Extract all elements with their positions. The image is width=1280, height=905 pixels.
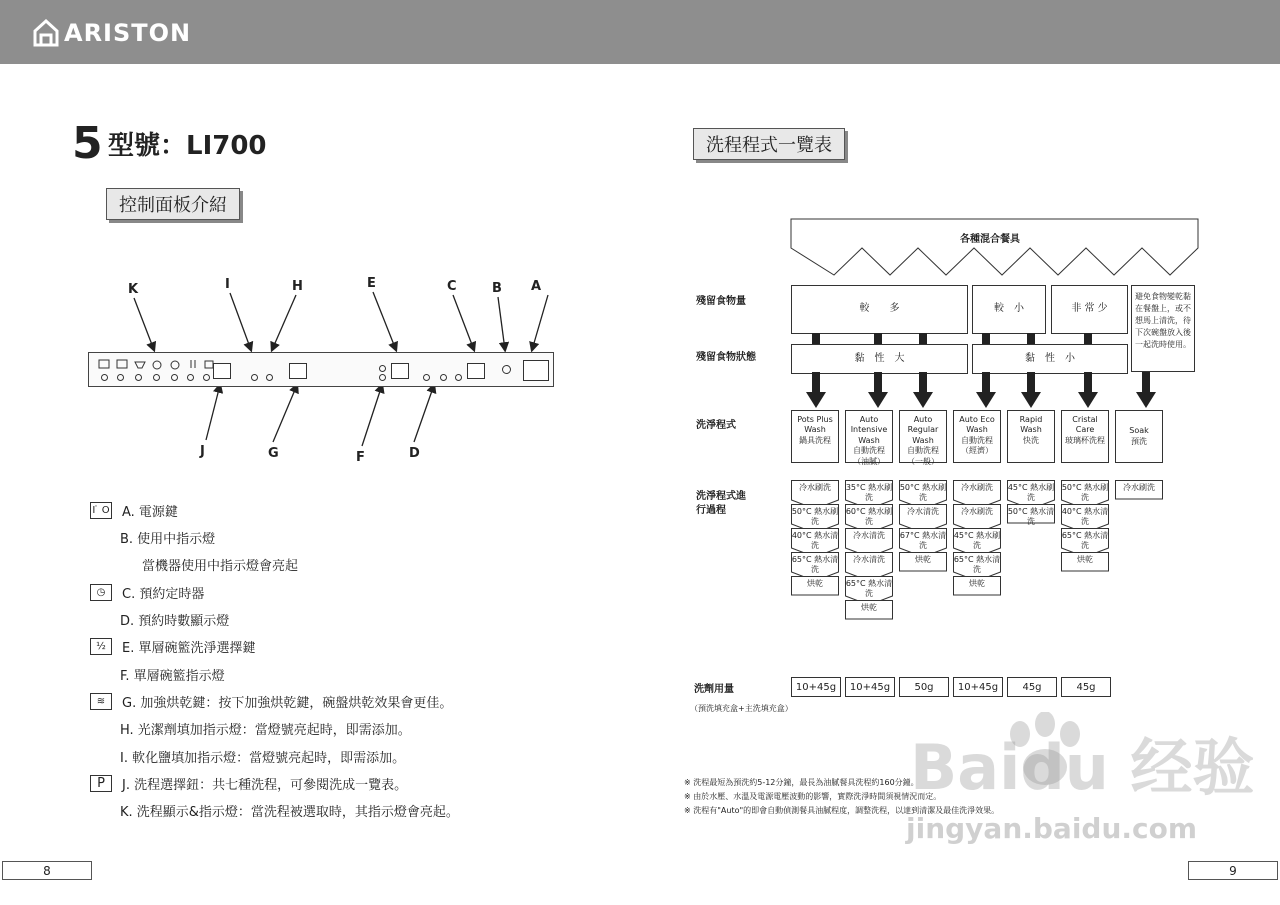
- section-title-panel: 控制面板介紹: [106, 188, 240, 220]
- model-title: 型號：LI700: [108, 131, 267, 161]
- panel-letter-g: G: [268, 446, 279, 461]
- footnote: ※ 洗程有"Auto"的即會自動偵測餐具油膩程度，調整洗程，以達到清潔及最佳洗淨效果。: [684, 806, 1000, 815]
- legend-item-k: K. 洗程顯示&指示燈：當洗程被選取時，其指示燈會亮起。: [120, 804, 459, 820]
- program-pots-plus: Pots Plus Wash 鍋具洗程: [791, 410, 839, 463]
- row-label-process: 洗淨程式進行過程: [696, 491, 746, 516]
- program-cristal-care: Cristal Care 玻璃杯洗程: [1061, 410, 1109, 463]
- program-auto-eco: Auto Eco Wash 自動洗程（經濟）: [953, 410, 1001, 463]
- process-step-label: 50°C 熱水刷洗: [1061, 483, 1109, 502]
- process-step-label: 65°C 熱水清洗: [1061, 531, 1109, 550]
- mixed-tableware-banner: [790, 218, 1200, 278]
- delay-timer-button[interactable]: [467, 363, 485, 379]
- flow-arrows: [780, 330, 1210, 412]
- control-panel: [88, 352, 554, 387]
- on-indicator-led: [502, 365, 511, 374]
- program-led: [203, 374, 210, 381]
- process-step-label: 45°C 熱水刷洗: [953, 531, 1001, 550]
- process-step-label: 50°C 熱水刷洗: [791, 507, 839, 526]
- watermark-main: Baidu 经验: [910, 731, 1255, 804]
- process-step-label: 65°C 熱水清洗: [953, 555, 1001, 574]
- panel-letter-k: K: [128, 282, 139, 297]
- row-label-state: 殘留食物狀態: [696, 352, 756, 363]
- process-step: [899, 552, 947, 582]
- program-led: [187, 374, 194, 381]
- process-step: [953, 576, 1001, 606]
- process-step: [791, 576, 839, 606]
- amount-less: 較 小: [972, 285, 1046, 334]
- panel-letter-j: J: [200, 444, 205, 459]
- process-step-label: 冷水刷洗: [961, 483, 993, 492]
- program-auto-intensive: Auto Intensive Wash 自動洗程（油膩）: [845, 410, 893, 463]
- dose-value: 45g: [1061, 677, 1111, 697]
- legend-item-e: ½ E. 單層碗籃洗淨選擇鍵: [90, 636, 255, 656]
- legend-item-h: H. 光潔劑填加指示燈：當燈號亮起時，即需添加。: [120, 722, 411, 738]
- process-step-label: 烘乾: [807, 579, 823, 588]
- footnote: ※ 由於水壓、水溫及電源電壓波動的影響，實際洗淨時間須視情況而定。: [684, 792, 942, 801]
- state-sticky-small: 黏 性 小: [972, 344, 1128, 374]
- page-number-right: 9: [1188, 861, 1278, 880]
- chapter-number: 5: [72, 118, 103, 169]
- process-step-label: 40°C 熱水清洗: [791, 531, 839, 550]
- dose-value: 10+45g: [791, 677, 841, 697]
- panel-letter-a: A: [531, 279, 542, 294]
- program-led: [101, 374, 108, 381]
- row-label-amount: 殘留食物量: [696, 296, 746, 307]
- program-led: [171, 374, 178, 381]
- process-step: [1007, 504, 1055, 534]
- panel-letter-e: E: [367, 276, 376, 291]
- half-load-led: [379, 374, 386, 381]
- extra-dry-button[interactable]: [289, 363, 307, 379]
- process-step-label: 烘乾: [915, 555, 931, 564]
- soak-note: 避免食物變乾黏在餐盤上，或不想馬上清洗，待下次碗盤放入後一起洗時使用。: [1131, 285, 1195, 372]
- page-number-left: 8: [2, 861, 92, 880]
- mixed-tableware-label: 各種混合餐具: [960, 234, 1020, 245]
- program-led: [117, 374, 124, 381]
- dose-value: 10+45g: [845, 677, 895, 697]
- program-soak: Soak 預洗: [1115, 410, 1163, 463]
- program-rapid: Rapid Wash 快洗: [1007, 410, 1055, 463]
- process-step-label: 45°C 熱水刷洗: [1007, 483, 1055, 502]
- process-step: [1115, 480, 1163, 510]
- legend-item-j: P J. 洗程選擇鈕：共七種洗程，可參閱洗成一覽表。: [90, 773, 407, 793]
- delay-hours-led: [455, 374, 462, 381]
- process-step-label: 65°C 熱水清洗: [845, 579, 893, 598]
- program-auto-regular: Auto Regular Wash 自動洗程（一般）: [899, 410, 947, 463]
- process-step-label: 50°C 熱水刷洗: [899, 483, 947, 502]
- process-step-label: 60°C 熱水刷洗: [845, 507, 893, 526]
- process-step: [845, 600, 893, 630]
- legend-item-g: ≋ G. 加強烘乾鍵：按下加強烘乾鍵，碗盤烘乾效果會更佳。: [90, 691, 452, 711]
- program-select-button[interactable]: [213, 363, 231, 379]
- process-step-label: 烘乾: [861, 603, 877, 612]
- legend-item-d: D. 預約時數顯示燈: [120, 613, 230, 629]
- power-button[interactable]: [523, 360, 549, 381]
- salt-indicator-led: [251, 374, 258, 381]
- process-step-label: 35°C 熱水刷洗: [845, 483, 893, 502]
- panel-letter-c: C: [447, 279, 457, 294]
- drying-icon: ≋: [90, 693, 112, 710]
- process-step-label: 冷水刷洗: [961, 507, 993, 516]
- delay-hours-led: [423, 374, 430, 381]
- footnote: ※ 洗程最短為預洗約5-12分鐘，最長為油膩餐具洗程約160分鐘。: [684, 778, 919, 787]
- dose-value: 45g: [1007, 677, 1057, 697]
- process-step-label: 50°C 熱水清洗: [1007, 507, 1055, 526]
- program-led: [153, 374, 160, 381]
- rinse-aid-indicator-led: [266, 374, 273, 381]
- section-title-programs: 洗程程式一覽表: [693, 128, 845, 160]
- panel-letter-d: D: [409, 446, 420, 461]
- process-step-label: 冷水刷洗: [799, 483, 831, 492]
- brand-name: ARISTON: [64, 19, 192, 47]
- process-step-label: 冷水清洗: [907, 507, 939, 516]
- panel-letter-b: B: [492, 281, 502, 296]
- delay-hours-led: [440, 374, 447, 381]
- panel-letter-h: H: [292, 279, 303, 294]
- panel-letter-f: F: [356, 450, 365, 465]
- half-load-led: [379, 365, 386, 372]
- half-load-button[interactable]: [391, 363, 409, 379]
- dose-value: 50g: [899, 677, 949, 697]
- row-label-dose: 洗劑用量: [694, 684, 734, 695]
- process-step-label: 冷水清洗: [853, 531, 885, 540]
- program-icons-row: [97, 356, 227, 374]
- half-load-icon: ½: [90, 638, 112, 655]
- process-step-label: 冷水刷洗: [1123, 483, 1155, 492]
- amount-much: 較 多: [791, 285, 968, 334]
- process-step-label: 40°C 熱水清洗: [1061, 507, 1109, 526]
- legend-item-b: B. 使用中指示燈: [120, 531, 216, 547]
- panel-pointer-arrows: [0, 0, 640, 480]
- program-led: [135, 374, 142, 381]
- process-step-label: 冷水清洗: [853, 555, 885, 564]
- process-step-label: 烘乾: [969, 579, 985, 588]
- program-icon: P: [90, 775, 112, 792]
- dose-note: （預洗填充盒+主洗填充盒）: [690, 704, 793, 713]
- amount-very-little: 非 常 少: [1051, 285, 1128, 334]
- watermark-url: jingyan.baidu.com: [906, 812, 1198, 845]
- legend-item-i: I. 軟化鹽填加指示燈：當燈號亮起時，即需添加。: [120, 750, 406, 766]
- legend-item-b-desc: 當機器使用中指示燈會亮起: [142, 558, 299, 574]
- process-step: [1061, 552, 1109, 582]
- legend-item-a: I ̇ O A. 電源鍵: [90, 500, 178, 520]
- dose-value: 10+45g: [953, 677, 1003, 697]
- panel-letter-i: I: [225, 277, 230, 292]
- state-sticky-big: 黏 性 大: [791, 344, 968, 374]
- power-icon: I ̇ O: [90, 502, 112, 519]
- clock-icon: ◷: [90, 584, 112, 601]
- process-step-label: 烘乾: [1077, 555, 1093, 564]
- legend-item-f: F. 單層碗籃指示燈: [120, 668, 225, 684]
- process-step-label: 67°C 熱水清洗: [899, 531, 947, 550]
- legend-item-c: ◷ C. 預約定時器: [90, 582, 204, 602]
- process-step-label: 65°C 熱水清洗: [791, 555, 839, 574]
- row-label-program: 洗淨程式: [696, 420, 736, 431]
